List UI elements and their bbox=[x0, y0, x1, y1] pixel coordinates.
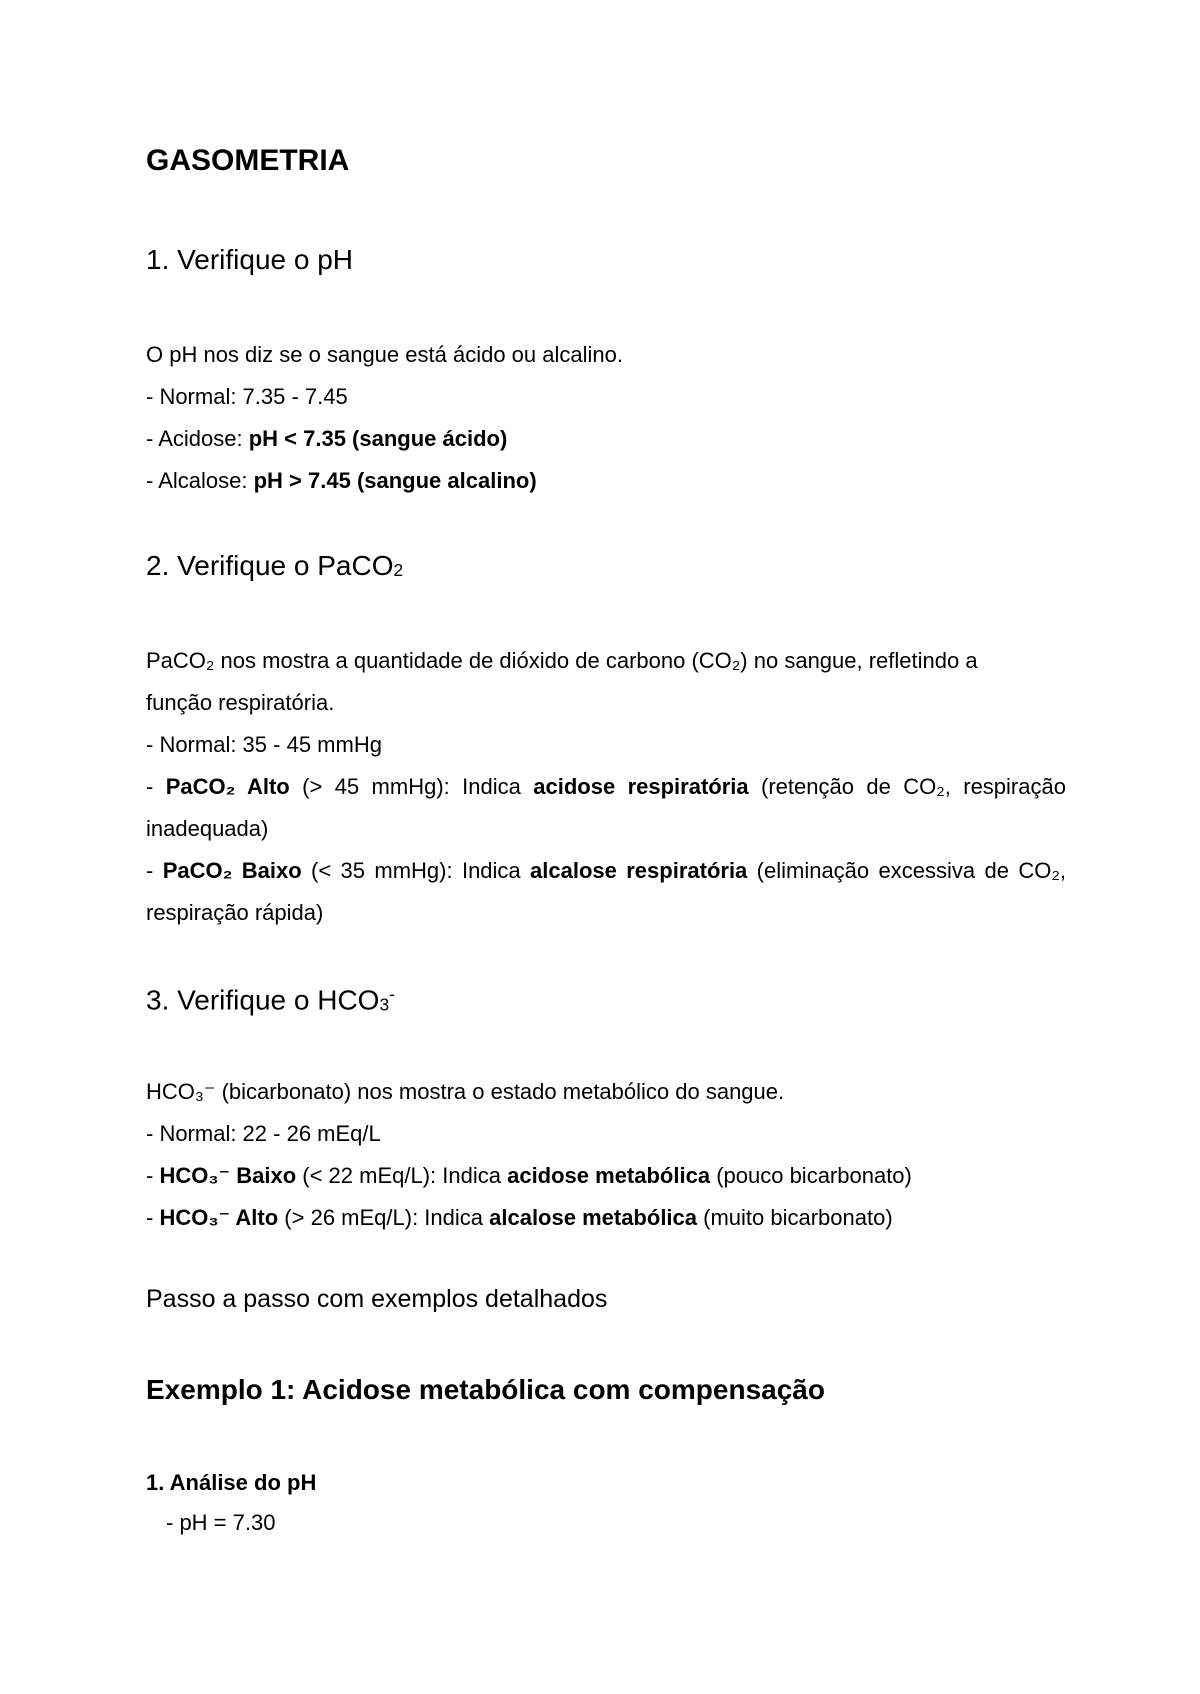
section1-heading: 1. Verifique o pH bbox=[146, 244, 354, 275]
hco3-baixo-range: (< 22 mEq/L): Indica bbox=[296, 1163, 508, 1188]
section1-normal: - Normal: 7.35 - 7.45 bbox=[146, 384, 348, 409]
paco2-alto-dash: - bbox=[146, 774, 166, 799]
paco2-alto-label: PaCO₂ Alto bbox=[165, 774, 290, 799]
paco2-baixo-dash: - bbox=[146, 858, 163, 883]
exemplo1-subheading: 1. Análise do pH bbox=[146, 1470, 317, 1495]
paco2-baixo-range: (< 35 mmHg): Indica bbox=[301, 858, 531, 883]
section1-alcalose bbox=[146, 460, 537, 502]
acidose-value: pH < 7.35 (sangue ácido) bbox=[248, 426, 508, 451]
section3-normal: - Normal: 22 - 26 mEq/L bbox=[146, 1121, 381, 1146]
section2-baixo bbox=[146, 850, 1066, 934]
paco2-alto-tail: (retenção de CO₂, bbox=[748, 774, 951, 799]
section3-heading bbox=[146, 984, 395, 1017]
paco2-baixo-line2: CO₂, respiração rápida) bbox=[146, 858, 1066, 925]
paco2-alto-range: (> 45 mmHg): Indica bbox=[289, 774, 534, 799]
hco3-alto-range: (> 26 mEq/L): Indica bbox=[278, 1205, 490, 1230]
section2-intro-line2: função respiratória. bbox=[146, 690, 335, 715]
exemplo1-heading: Exemplo 1: Acidose metabólica com compensação bbox=[146, 1374, 825, 1405]
exemplo1-ph-line: - pH = 7.30 bbox=[166, 1510, 276, 1535]
alcalose-value: pH > 7.45 (sangue alcalino) bbox=[253, 468, 537, 493]
section2-alto bbox=[146, 766, 1066, 850]
paco2-baixo-condition: alcalose respiratória bbox=[530, 858, 748, 883]
hco3-alto-condition: alcalose metabólica bbox=[489, 1205, 698, 1230]
section3-heading-superscript: - bbox=[389, 984, 395, 1004]
document-title: GASOMETRIA bbox=[146, 144, 350, 177]
alcalose-label: - Alcalose: bbox=[146, 468, 254, 493]
section2-heading-text: 2. Verifique o PaCO bbox=[146, 550, 394, 581]
section1-intro: O pH nos diz se o sangue está ácido ou alcalino. bbox=[146, 342, 623, 367]
paco2-alto-condition: acidose respiratória bbox=[533, 774, 749, 799]
hco3-baixo-label: HCO₃⁻ Baixo bbox=[159, 1163, 297, 1188]
hco3-baixo-condition: acidose metabólica bbox=[507, 1163, 711, 1188]
paco2-alto-line2: respiração inadequada) bbox=[146, 774, 1066, 841]
hco3-alto-dash: - bbox=[146, 1205, 160, 1230]
hco3-baixo-dash: - bbox=[146, 1163, 160, 1188]
acidose-label: - Acidose: bbox=[146, 426, 249, 451]
section1-acidose bbox=[146, 418, 507, 460]
hco3-alto-label: HCO₃⁻ Alto bbox=[159, 1205, 279, 1230]
hco3-alto-tail: (muito bicarbonato) bbox=[697, 1205, 893, 1230]
section2-heading bbox=[146, 550, 403, 582]
paco2-baixo-tail: (eliminação excessiva de bbox=[747, 858, 1009, 883]
section3-heading-subscript: 3 bbox=[379, 994, 390, 1015]
paco2-baixo-label: PaCO₂ Baixo bbox=[162, 858, 302, 883]
section2-intro-line1: PaCO₂ nos mostra a quantidade de dióxido de carbono (CO₂) no sangue, refletindo a bbox=[146, 648, 978, 673]
passo-heading: Passo a passo com exemplos detalhados bbox=[146, 1285, 608, 1313]
section3-intro: HCO₃⁻ (bicarbonato) nos mostra o estado metabólico do sangue. bbox=[146, 1079, 785, 1104]
section2-heading-subscript: 2 bbox=[393, 559, 404, 580]
section3-alto bbox=[146, 1197, 893, 1239]
hco3-baixo-tail: (pouco bicarbonato) bbox=[710, 1163, 912, 1188]
section2-normal: - Normal: 35 - 45 mmHg bbox=[146, 732, 382, 757]
section3-heading-text: 3. Verifique o HCO bbox=[146, 984, 380, 1016]
section3-baixo bbox=[146, 1155, 912, 1197]
